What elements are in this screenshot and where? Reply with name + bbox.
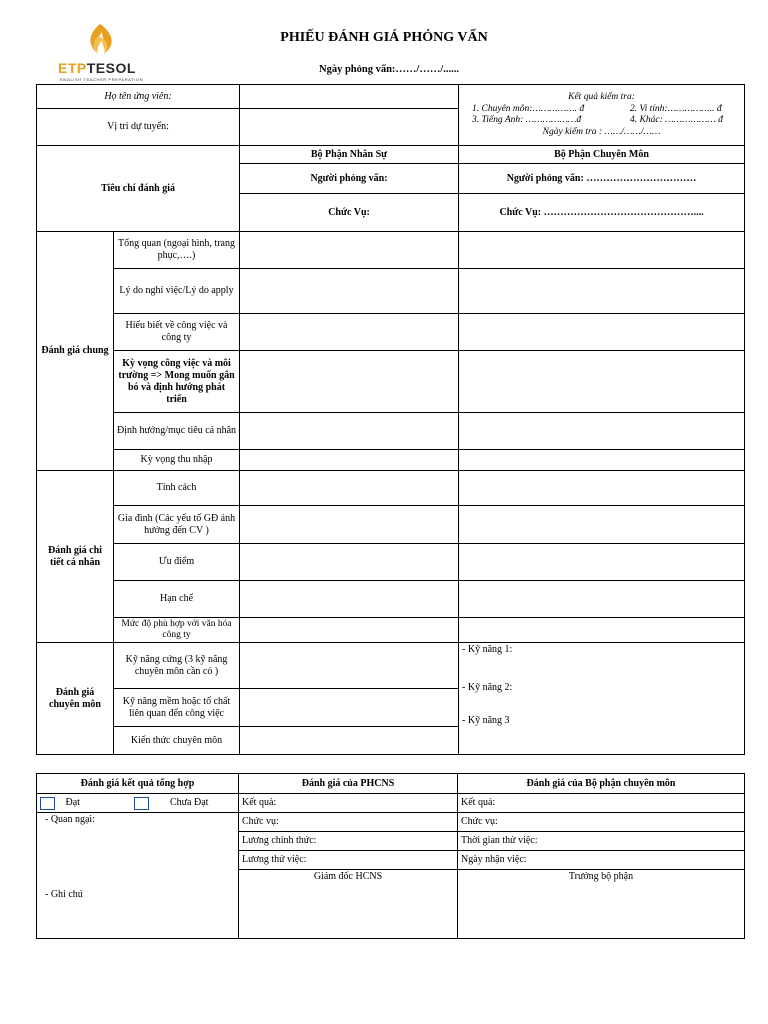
pro-dept-header: Bộ Phận Chuyên Môn [459,146,745,164]
pro-result[interactable]: Kết quả: [458,794,745,813]
pro-cell[interactable] [459,450,745,471]
skills-cell[interactable] [459,643,745,755]
fail-label: Chưa Đạt [169,797,209,809]
criterion: Gia đình (Các yếu tố GĐ ảnh hưởng đến CV ) [114,506,240,544]
hr-cell[interactable] [240,314,459,351]
criterion: Kỳ vọng công việc và môi trường => Mong muốn gắn bó và định hướng phát triển [114,351,240,413]
summary-header: Đánh giá kết quả tổng hợp [37,774,239,794]
logo-text: ETPTESOL [58,60,136,76]
pro-probation-time[interactable]: Thời gian thử việc: [458,832,745,851]
group-general: Đánh giá chung [37,232,114,471]
pro-cell[interactable] [459,471,745,506]
test-score-4: 4. Khác: ……………… đ [630,115,723,125]
fail-checkbox[interactable] [134,797,149,810]
criterion: Ưu điểm [114,544,240,581]
hr-cell[interactable] [240,351,459,413]
group-personal: Đánh giá chi tiết cá nhân [37,471,114,643]
concern-label: - Quan ngại: [45,814,95,825]
criterion: Định hướng/mục tiêu cá nhân [114,413,240,450]
pass-checkbox[interactable] [40,797,55,810]
hr-cell[interactable] [240,544,459,581]
hr-cell[interactable] [240,450,459,471]
evaluation-table [36,84,745,755]
hr-position[interactable]: Chức vụ: [239,813,458,832]
hr-cell[interactable] [240,232,459,269]
hr-salary[interactable]: Lương chính thức: [239,832,458,851]
hr-eval-header: Đánh giá của PHCNS [239,774,458,794]
hr-result[interactable]: Kết quả: [239,794,458,813]
pro-cell[interactable] [459,269,745,314]
criterion: Hạn chế [114,581,240,618]
hr-cell[interactable] [240,727,459,755]
form-title: PHIẾU ĐÁNH GIÁ PHỎNG VẤN [280,30,488,45]
hr-dept-header: Bộ Phận Nhân Sự [240,146,459,164]
hr-cell[interactable] [240,471,459,506]
pro-interviewer[interactable]: Người phỏng vấn: …………………………… [459,164,745,194]
hr-cell[interactable] [240,269,459,314]
position-label: Vị trí dự tuyển: [37,109,240,146]
pro-cell[interactable] [459,506,745,544]
hr-cell[interactable] [240,643,459,689]
hr-signature[interactable]: Giám đốc HCNS [239,870,458,939]
logo-subtitle: ENGLISH TEACHER PREPARATION [60,77,144,82]
pro-start-date[interactable]: Ngày nhận việc: [458,851,745,870]
candidate-name-field[interactable] [240,85,459,109]
criterion: Tổng quan (ngoại hình, trang phục,….) [114,232,240,269]
criterion: Kỹ năng mềm hoặc tố chất liên quan đến công việc [114,689,240,727]
pro-cell[interactable] [459,232,745,269]
test-score-3: 3. Tiếng Anh: ………………đ [472,115,582,125]
note-label: - Ghi chú [45,889,83,900]
test-score-2: 2. Vi tính:…………….. đ [630,103,722,114]
pro-cell[interactable] [459,544,745,581]
pro-position[interactable]: Chức vụ: [458,813,745,832]
criterion: Kỹ năng cứng (3 kỹ năng chuyên môn cần có ) [114,643,240,689]
interview-date: Ngày phỏng vấn:……/……/...... [318,64,460,75]
hr-cell[interactable] [240,581,459,618]
pass-label: Đạt [65,797,80,809]
criterion: Kỳ vọng thu nhập [114,450,240,471]
position-field[interactable] [240,109,459,146]
hr-cell[interactable] [240,413,459,450]
criterion: Mức độ phù hợp với văn hóa công ty [114,618,240,643]
hr-cell[interactable] [240,618,459,643]
skill-2: - Kỹ năng 2: [462,682,513,693]
hr-title[interactable]: Chức Vụ: [240,194,459,232]
hr-probation-salary[interactable]: Lương thử việc: [239,851,458,870]
candidate-name-label: Họ tên ứng viên: [37,85,240,109]
pro-title[interactable]: Chức Vụ: ……………………………………….... [459,194,745,232]
test-score-1: 1. Chuyên môn:……………. đ [472,103,585,114]
pro-signature[interactable]: Trưởng bộ phận [458,870,745,939]
test-date: Ngày kiểm tra : ……/……/…… [542,126,661,137]
pro-cell[interactable] [459,581,745,618]
summary-table [36,773,745,939]
hr-interviewer[interactable]: Người phỏng vấn: [240,164,459,194]
hr-cell[interactable] [240,689,459,727]
notes-cell[interactable] [37,813,239,939]
group-professional: Đánh giá chuyên môn [37,643,114,755]
criterion: Tính cách [114,471,240,506]
criterion: Hiểu biết về công việc và công ty [114,314,240,351]
test-results-title: Kết quả kiểm tra: [568,92,635,102]
criteria-label: Tiêu chí đánh giá [37,146,240,232]
skill-1: - Kỹ năng 1: [462,644,513,655]
criterion: Lý do nghỉ việc/Lý do apply [114,269,240,314]
pro-cell[interactable] [459,618,745,643]
test-results [459,85,745,146]
pro-cell[interactable] [459,314,745,351]
hr-cell[interactable] [240,506,459,544]
pro-eval-header: Đánh giá của Bộ phận chuyên môn [458,774,745,794]
skill-3: - Kỹ năng 3 [462,715,510,726]
pass-fail-cell [37,794,239,813]
criterion: Kiến thức chuyên môn [114,727,240,755]
pro-cell[interactable] [459,413,745,450]
pro-cell[interactable] [459,351,745,413]
